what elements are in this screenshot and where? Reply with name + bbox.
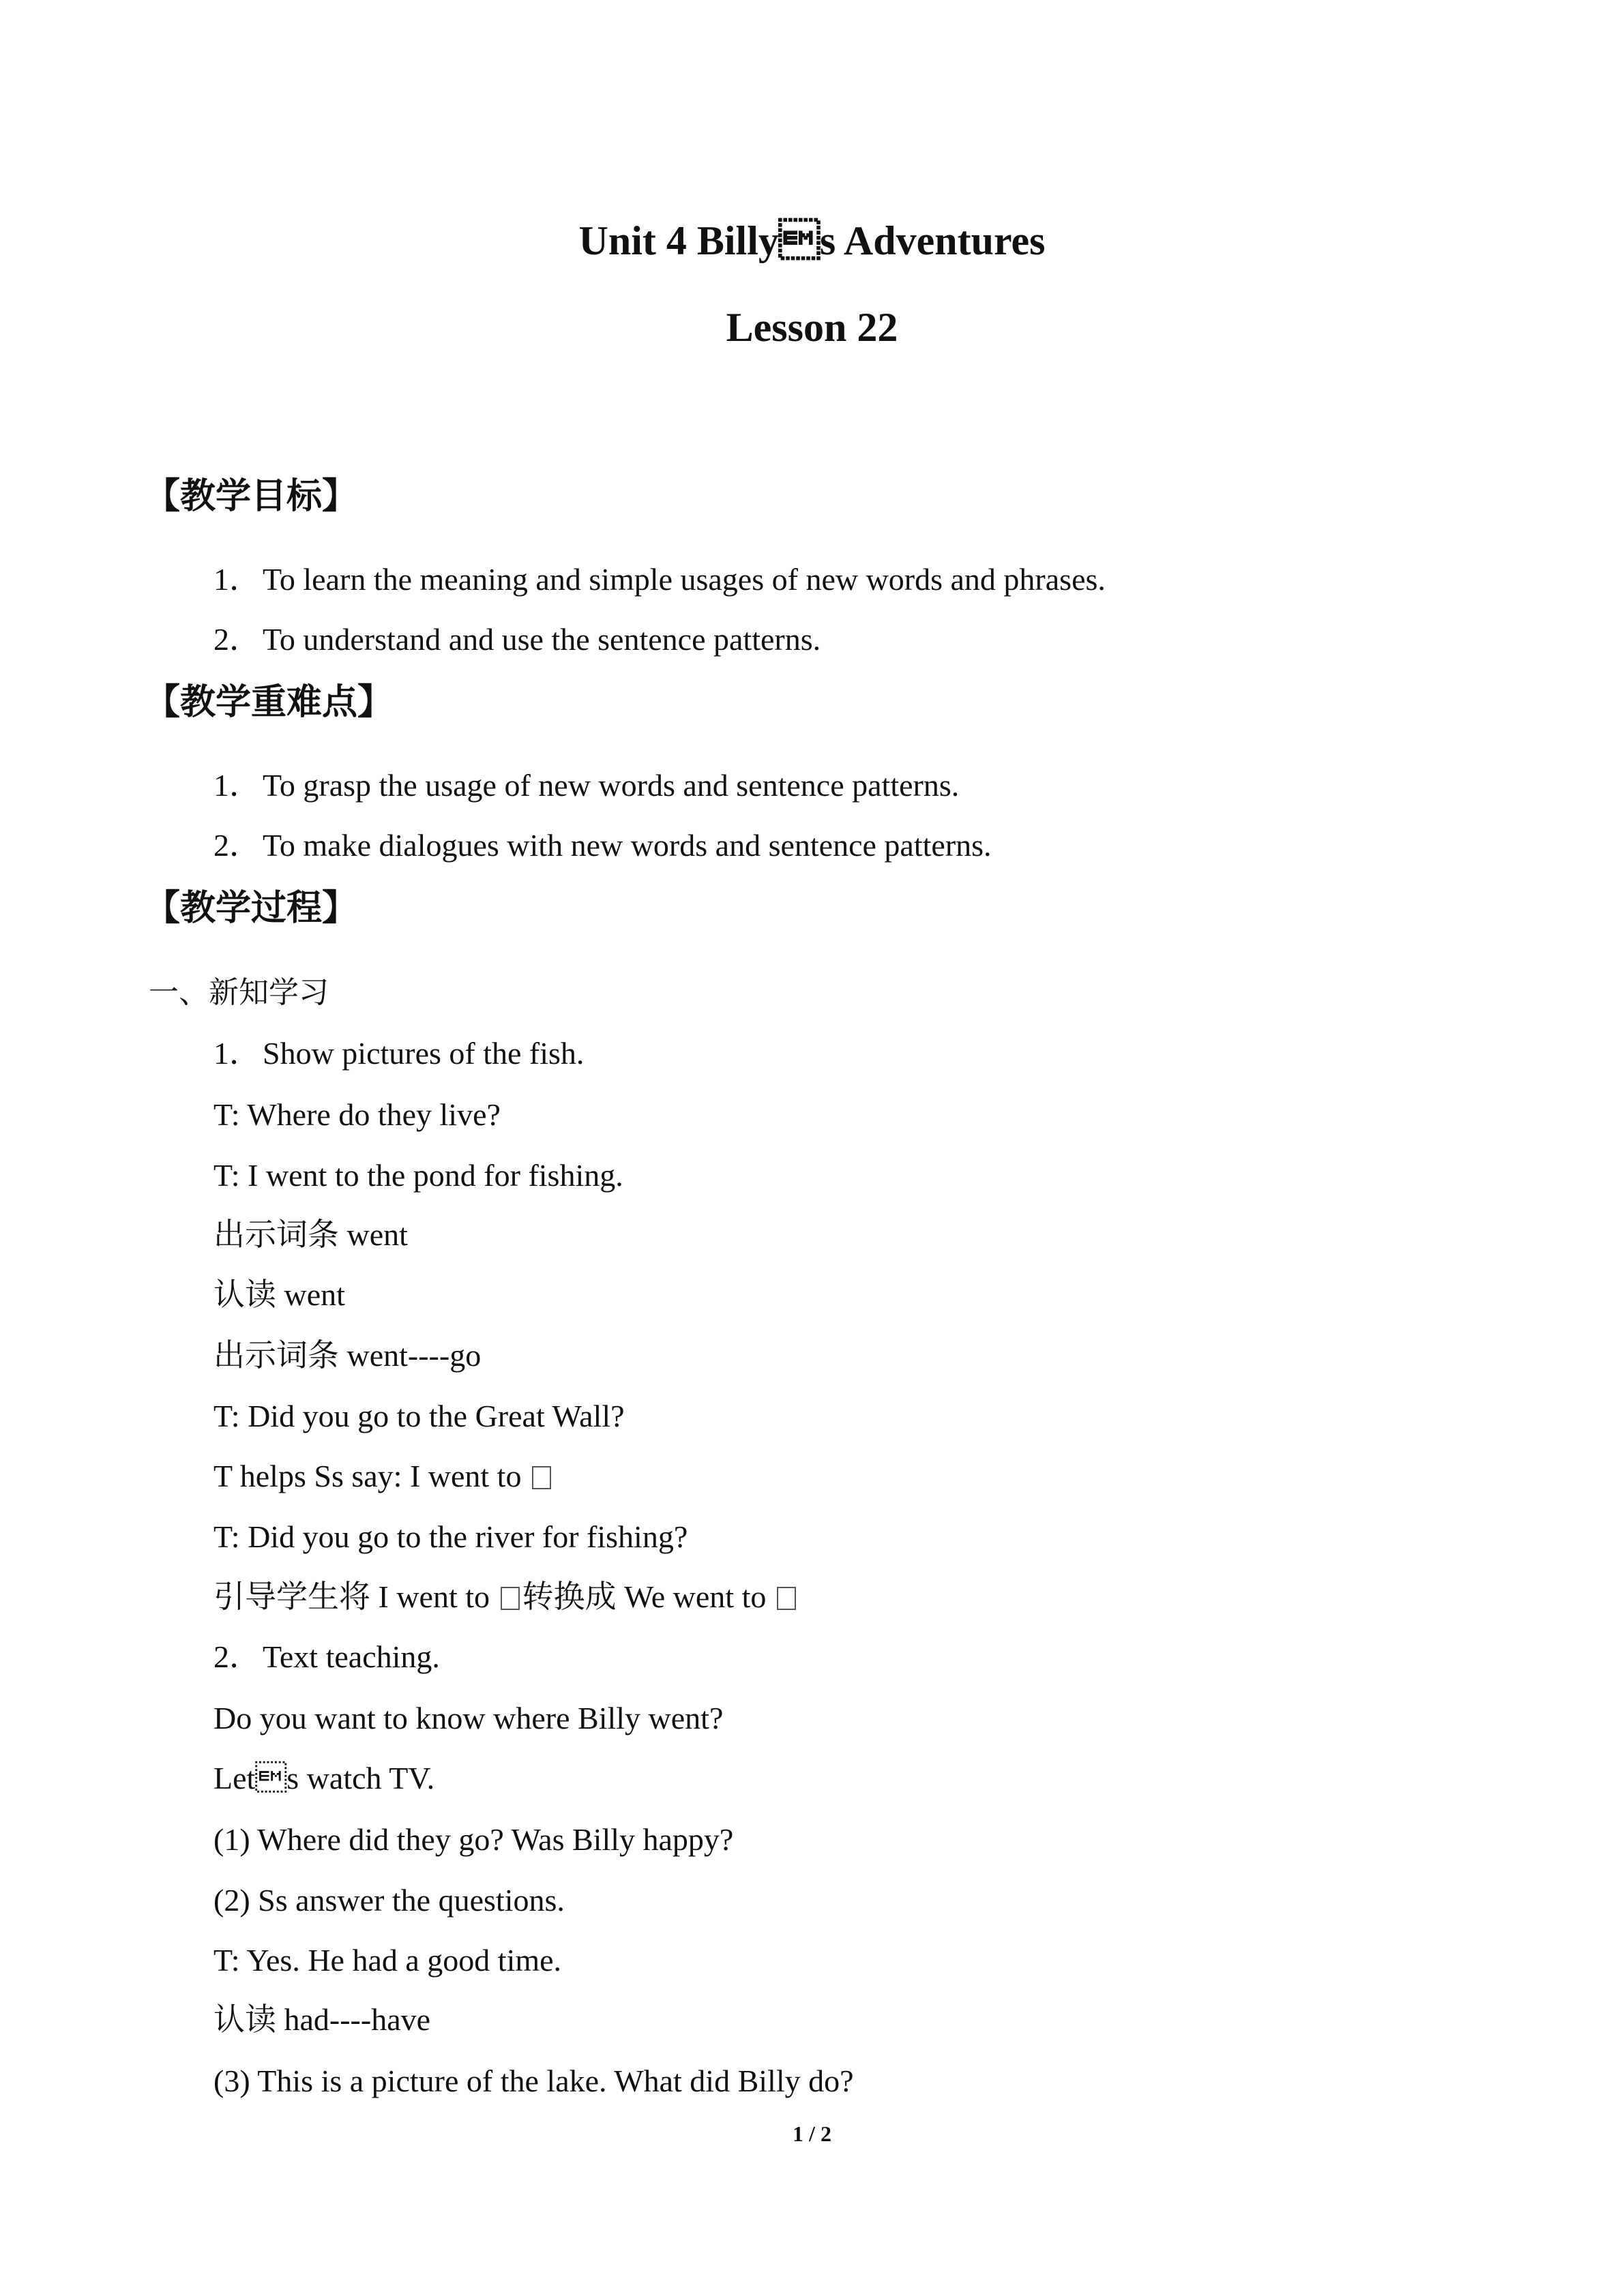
document-title: Unit 4 Billys Adventures (578, 218, 1046, 263)
question-line: (3) This is a picture of the lake. What did Billy do? (213, 2063, 854, 2098)
item-text: To make dialogues with new words and sentence patterns. (263, 828, 992, 863)
item-text: Show pictures of the fish. (263, 1036, 585, 1071)
dialogue-line: T: Yes. He had a good time. (213, 1943, 562, 1978)
dialogue-line: T: Did you go to the river for fishing? (213, 1519, 688, 1554)
dialogue-line: Do you want to know where Billy went? (213, 1701, 724, 1735)
page-number: 1 / 2 (793, 2121, 831, 2146)
line-text: 转换成 We went to (522, 1579, 767, 1614)
objectives-heading: 【教学目标】 (145, 476, 358, 517)
line-text: 引导学生将 I went to (213, 1579, 490, 1614)
item-text: To understand and use the sentence patterns. (263, 622, 821, 657)
lesson-subtitle: Lesson 22 (726, 305, 898, 350)
step-two (213, 1637, 440, 1678)
item-text: To learn the meaning and simple usages of new words and phrases. (263, 562, 1106, 597)
instruction-line: 出示词条 went----go (213, 1338, 482, 1373)
dialogue-line (213, 1456, 554, 1497)
item-number: 1． (213, 562, 261, 597)
key-points-heading: 【教学重难点】 (145, 682, 394, 723)
dialogue-line: T: Where do they live? (213, 1097, 501, 1132)
key-point-item (213, 825, 992, 866)
question-line: (1) Where did they go? Was Billy happy? (213, 1822, 734, 1857)
blank-box-icon (532, 1466, 551, 1489)
question-line: (2) Ss answer the questions. (213, 1883, 565, 1918)
instruction-line: 认读 went (213, 1277, 345, 1312)
item-text: To grasp the usage of new words and sentence patterns. (263, 768, 960, 803)
item-number: 1． (213, 1036, 261, 1071)
item-number: 2． (213, 622, 261, 657)
line-text: T helps Ss say: I went to (213, 1459, 522, 1493)
instruction-line (213, 1577, 799, 1617)
dialogue-line: Lets watch TV. (213, 1761, 435, 1795)
item-number: 1． (213, 768, 261, 803)
dialogue-line: T: Did you go to the Great Wall? (213, 1399, 625, 1433)
item-number: 2． (213, 1639, 261, 1674)
instruction-line: 出示词条 went (213, 1217, 408, 1252)
blank-box-icon (777, 1587, 796, 1610)
blank-box-icon (501, 1587, 520, 1610)
process-heading: 【教学过程】 (145, 888, 358, 929)
key-point-item (213, 765, 959, 806)
item-number: 2． (213, 828, 261, 863)
step-one (213, 1033, 584, 1074)
dialogue-line: T: I went to the pond for fishing. (213, 1158, 623, 1193)
part-one-label: 一、新知学习 (149, 975, 329, 1010)
instruction-line: 认读 had----have (213, 2002, 431, 2037)
objective-item (213, 559, 1106, 600)
item-text: Text teaching. (263, 1639, 440, 1674)
objective-item (213, 619, 821, 660)
